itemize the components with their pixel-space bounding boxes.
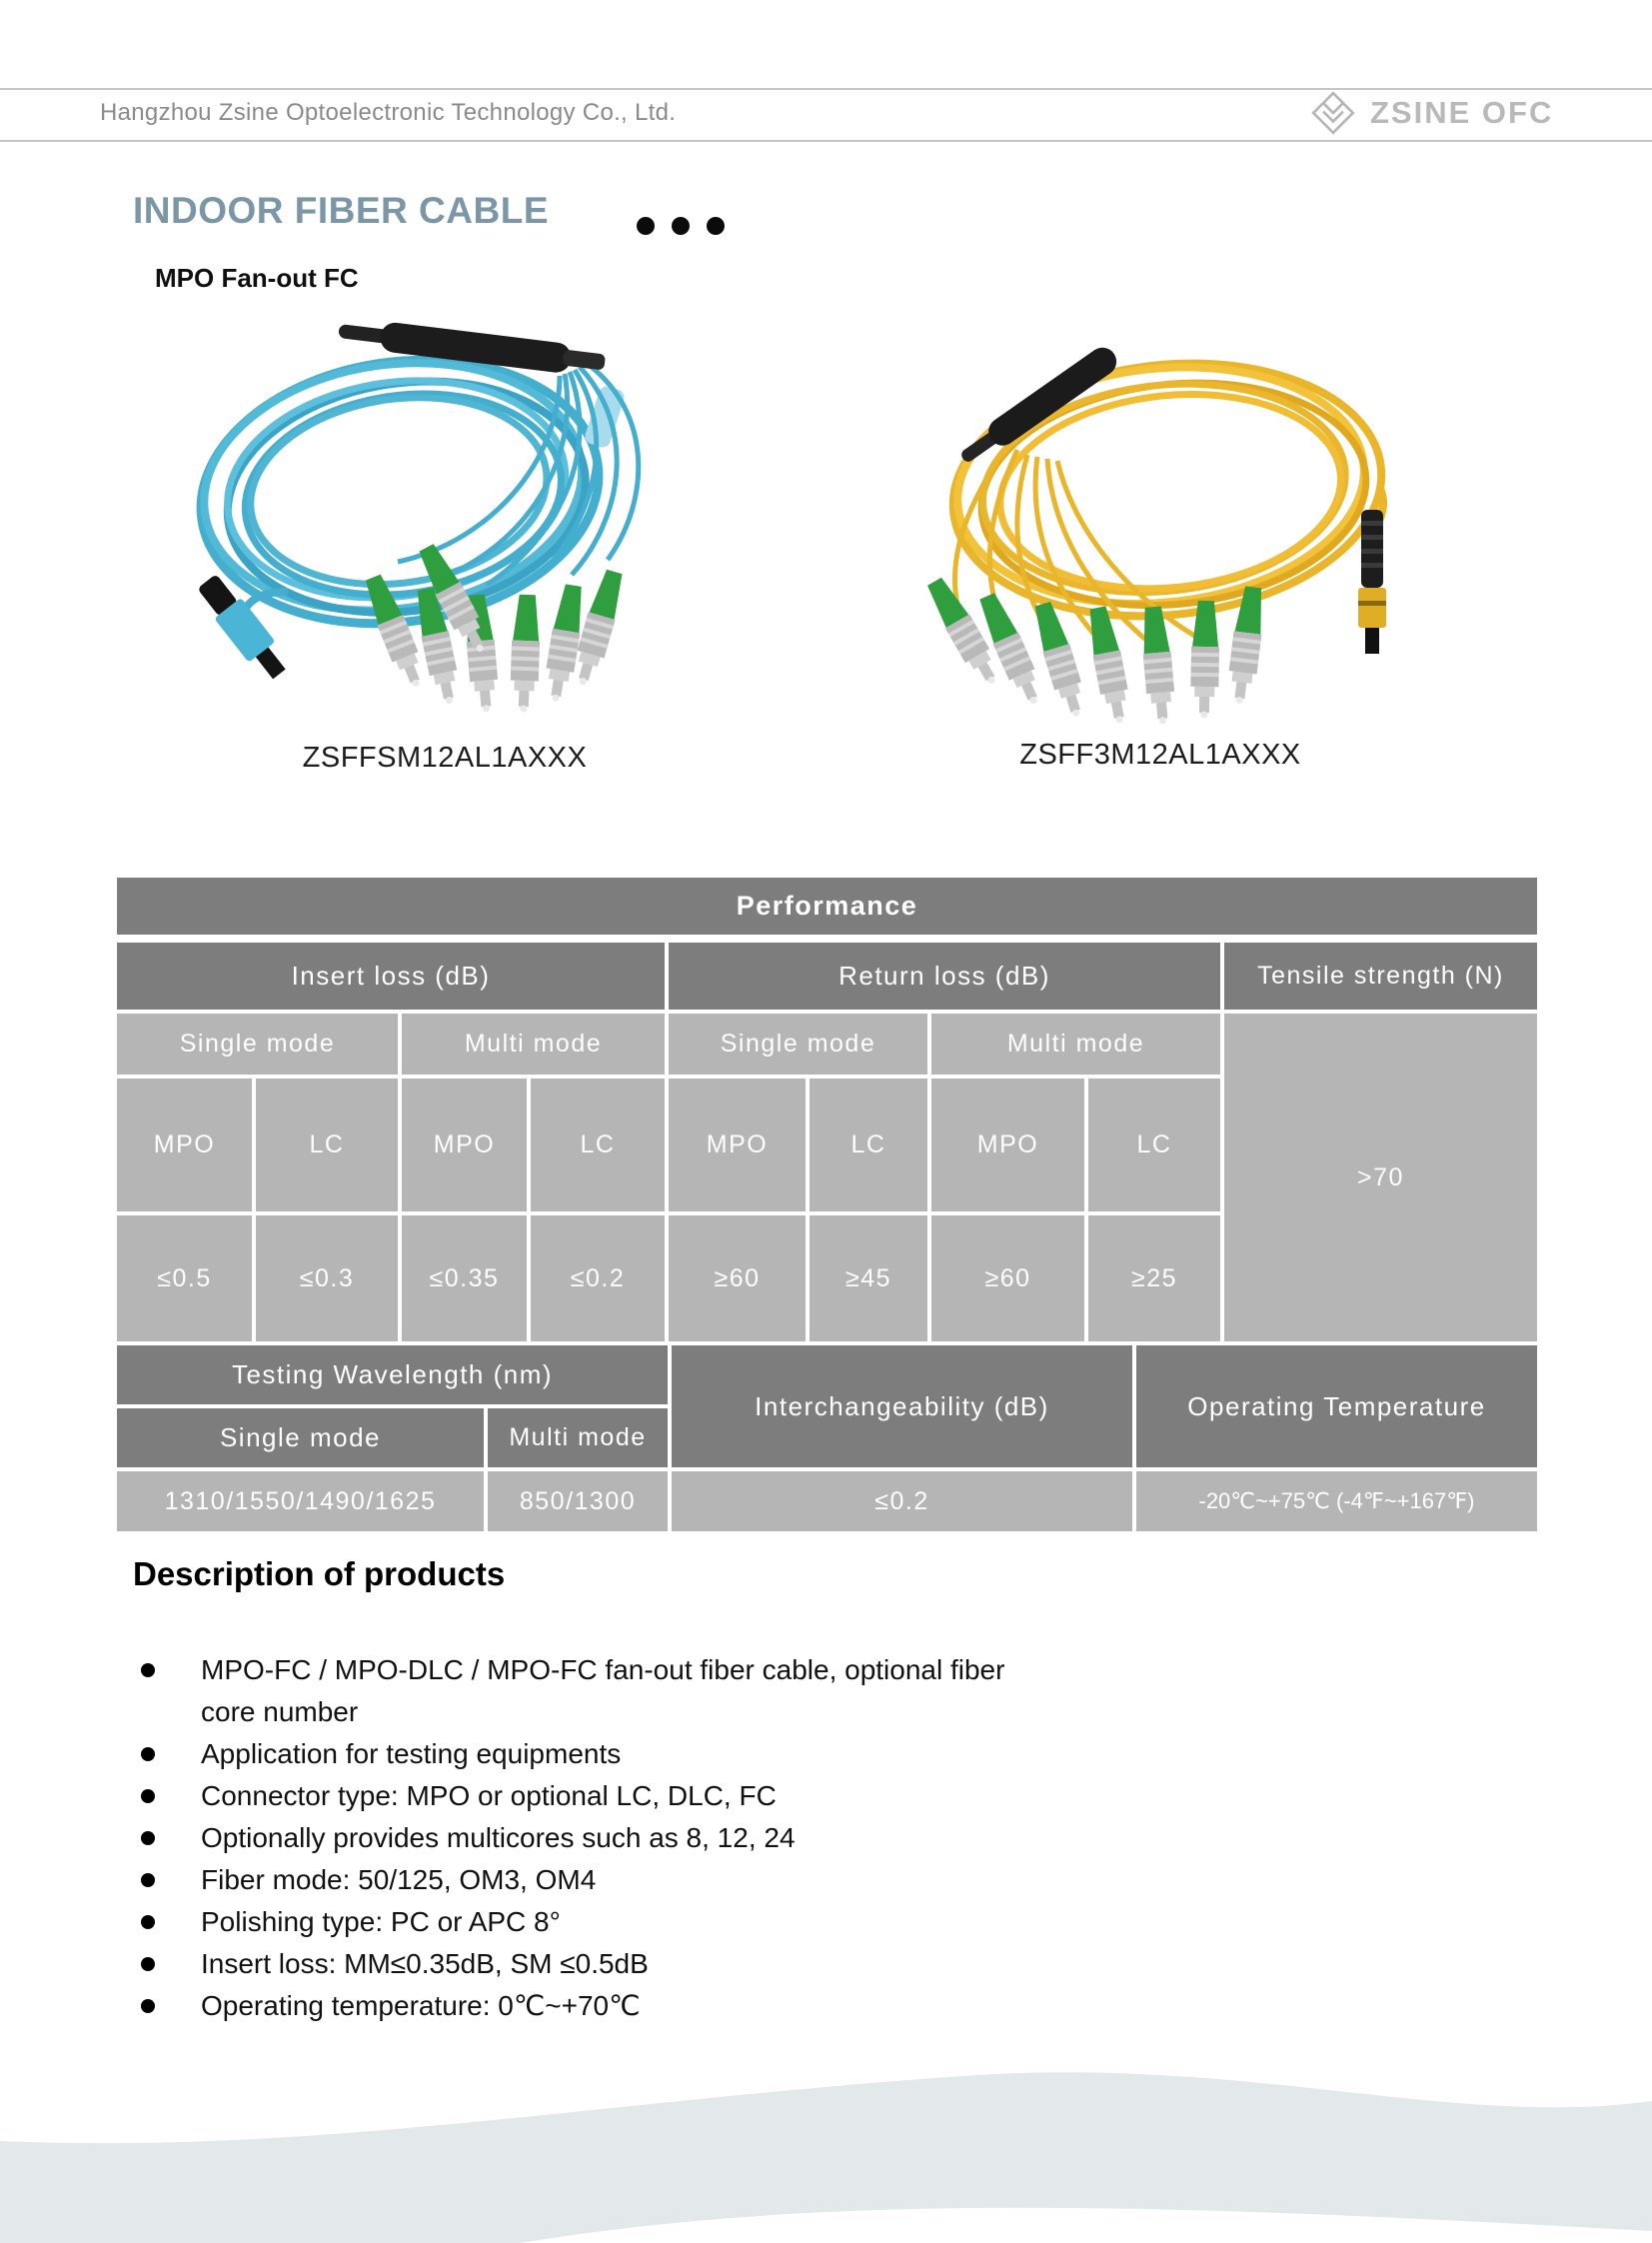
mode-header: Multi mode <box>402 1014 665 1075</box>
bullet-icon <box>141 1999 155 2013</box>
bullet-text: MPO-FC / MPO-DLC / MPO-FC fan-out fiber cable, optional fiber <box>201 1654 1005 1685</box>
tw-single-mode-value: 1310/1550/1490/1625 <box>117 1471 484 1531</box>
loss-value: ≤0.3 <box>256 1215 398 1341</box>
performance-grid-upper <box>117 943 1537 1341</box>
loss-value: ≥60 <box>931 1215 1084 1341</box>
list-item <box>136 1649 1125 1733</box>
description-heading: Description of products <box>133 1555 506 1592</box>
brand-logo <box>1309 86 1553 140</box>
tw-single-mode-header: Single mode <box>117 1408 484 1467</box>
bullet-icon <box>141 1747 155 1761</box>
performance-table <box>117 878 1537 1531</box>
list-item <box>136 1943 1125 1985</box>
title-dots-decoration <box>637 217 725 235</box>
loss-value: ≤0.2 <box>531 1215 665 1341</box>
bullet-icon <box>141 1957 155 1971</box>
mode-header: Single mode <box>117 1014 398 1075</box>
connector-header: LC <box>1088 1079 1220 1211</box>
loss-value: ≥25 <box>1088 1215 1220 1341</box>
product-model-left: ZSFFSM12AL1AXXX <box>302 742 588 774</box>
testing-wavelength-header: Testing Wavelength (nm) <box>117 1345 668 1404</box>
list-item <box>136 1901 1125 1943</box>
connector-header: MPO <box>402 1079 527 1211</box>
diamond-logo-icon <box>1309 89 1357 137</box>
bullet-icon <box>141 1915 155 1929</box>
brand-name: ZSINE OFC <box>1370 95 1554 130</box>
dot-icon <box>637 217 655 235</box>
connector-header: LC <box>531 1079 665 1211</box>
connector-header: MPO <box>931 1079 1084 1211</box>
list-item <box>136 1859 1125 1901</box>
bullet-text: Fiber mode: 50/125, OM3, OM4 <box>201 1864 597 1895</box>
description-bullet-list <box>136 1649 1125 2027</box>
bullet-text: Connector type: MPO or optional LC, DLC, FC <box>201 1780 777 1811</box>
bullet-text: Polishing type: PC or APC 8° <box>201 1906 561 1937</box>
loss-value: ≤0.35 <box>402 1215 527 1341</box>
header-bottom-rule <box>0 140 1652 142</box>
mpo-connector-illustration <box>1358 510 1386 654</box>
tensile-strength-header: Tensile strength (N) <box>1224 943 1537 1010</box>
mode-header: Multi mode <box>931 1014 1220 1075</box>
product-photo-singlemode-cable <box>867 305 1447 725</box>
performance-grid-lower <box>117 1345 1537 1531</box>
tw-multi-mode-header: Multi mode <box>488 1408 668 1467</box>
bullet-icon <box>141 1663 155 1677</box>
product-model-right: ZSFF3M12AL1AXXX <box>1019 739 1301 771</box>
table-title: Performance <box>117 878 1537 935</box>
operating-temperature-header: Operating Temperature <box>1136 1345 1537 1467</box>
interchangeability-header: Interchangeability (dB) <box>672 1345 1132 1467</box>
company-name: Hangzhou Zsine Optoelectronic Technology Co., Ltd. <box>100 99 677 126</box>
dot-icon <box>672 217 690 235</box>
tensile-strength-value: >70 <box>1224 1014 1537 1341</box>
list-item <box>136 1775 1125 1817</box>
loss-value: ≥60 <box>669 1215 806 1341</box>
bullet-text: core number <box>201 1696 359 1727</box>
mode-header: Single mode <box>669 1014 927 1075</box>
bullet-text: Operating temperature: 0℃~+70℃ <box>201 1990 641 2021</box>
footer-wave-decoration <box>0 2043 1652 2243</box>
bullet-icon <box>141 1873 155 1887</box>
list-item <box>136 1817 1125 1859</box>
list-item <box>136 1985 1125 2027</box>
dot-icon <box>707 217 725 235</box>
connector-header: LC <box>810 1079 927 1211</box>
product-photo-multimode-cable <box>140 292 700 722</box>
page-title: INDOOR FIBER CABLE <box>133 190 549 231</box>
interchangeability-value: ≤0.2 <box>672 1471 1132 1531</box>
product-subtitle: MPO Fan-out FC <box>155 263 359 293</box>
loss-value: ≥45 <box>810 1215 927 1341</box>
insert-loss-header: Insert loss (dB) <box>117 943 665 1010</box>
connector-header: LC <box>256 1079 398 1211</box>
operating-temperature-value: -20℃~+75℃ (-4℉~+167℉) <box>1136 1471 1537 1531</box>
loss-value: ≤0.5 <box>117 1215 252 1341</box>
bullet-icon <box>141 1789 155 1803</box>
tw-multi-mode-value: 850/1300 <box>488 1471 668 1531</box>
return-loss-header: Return loss (dB) <box>669 943 1220 1010</box>
connector-header: MPO <box>117 1079 252 1211</box>
bullet-text: Insert loss: MM≤0.35dB, SM ≤0.5dB <box>201 1948 649 1979</box>
bullet-icon <box>141 1831 155 1845</box>
bullet-text: Application for testing equipments <box>201 1738 622 1769</box>
list-item <box>136 1733 1125 1775</box>
connector-header: MPO <box>669 1079 806 1211</box>
bullet-text: Optionally provides multicores such as 8, 12, 24 <box>201 1822 796 1853</box>
